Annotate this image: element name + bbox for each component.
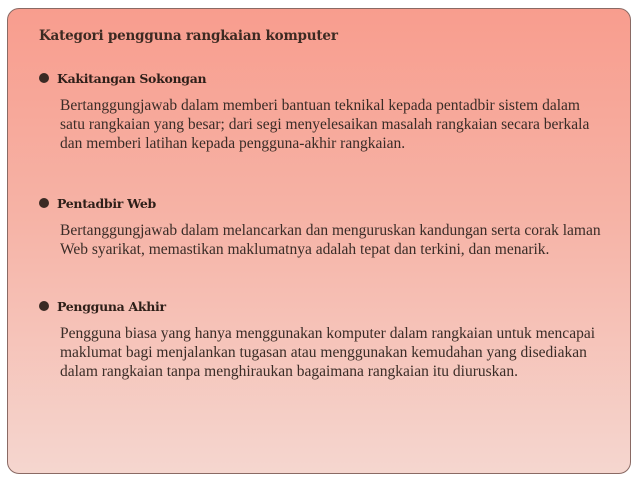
bullet-row xyxy=(39,193,599,213)
list-item-kakitangan-sokongan xyxy=(39,68,599,153)
bullet-label: Kakitangan Sokongan xyxy=(57,70,207,86)
slide-title: Kategori pengguna rangkaian komputer xyxy=(39,28,338,44)
bullet-icon xyxy=(39,198,49,208)
bullet-row xyxy=(39,68,599,88)
bullet-description: Bertanggungjawab dalam memberi bantuan teknikal kepada pentadbir sistem dalam satu rangkaian yang besar; dari segi menyelesaikan masalah rangkaian secara berkala dan memberi latihan kepada pengguna-akhir rangkaian. xyxy=(60,97,590,152)
bullet-description: Bertanggungjawab dalam melancarkan dan menguruskan kandungan serta corak laman Web syarikat, memastikan maklumatnya adalah tepat dan terkini, dan menarik. xyxy=(60,222,601,258)
bullet-label: Pentadbir Web xyxy=(57,195,156,211)
bullet-row xyxy=(39,296,599,316)
bullet-icon xyxy=(39,73,49,83)
bullet-label: Pengguna Akhir xyxy=(57,298,166,314)
list-item-pengguna-akhir xyxy=(39,296,599,381)
list-item-pentadbir-web xyxy=(39,193,599,259)
bullet-description: Pengguna biasa yang hanya menggunakan komputer dalam rangkaian untuk mencapai maklumat bagi menjalankan tugasan atau menggunakan kemudahan yang disediakan dalam rangkaian tanpa menghiraukan bagaimana rangkaian itu diuruskan. xyxy=(60,325,596,380)
bullet-icon xyxy=(39,301,49,311)
